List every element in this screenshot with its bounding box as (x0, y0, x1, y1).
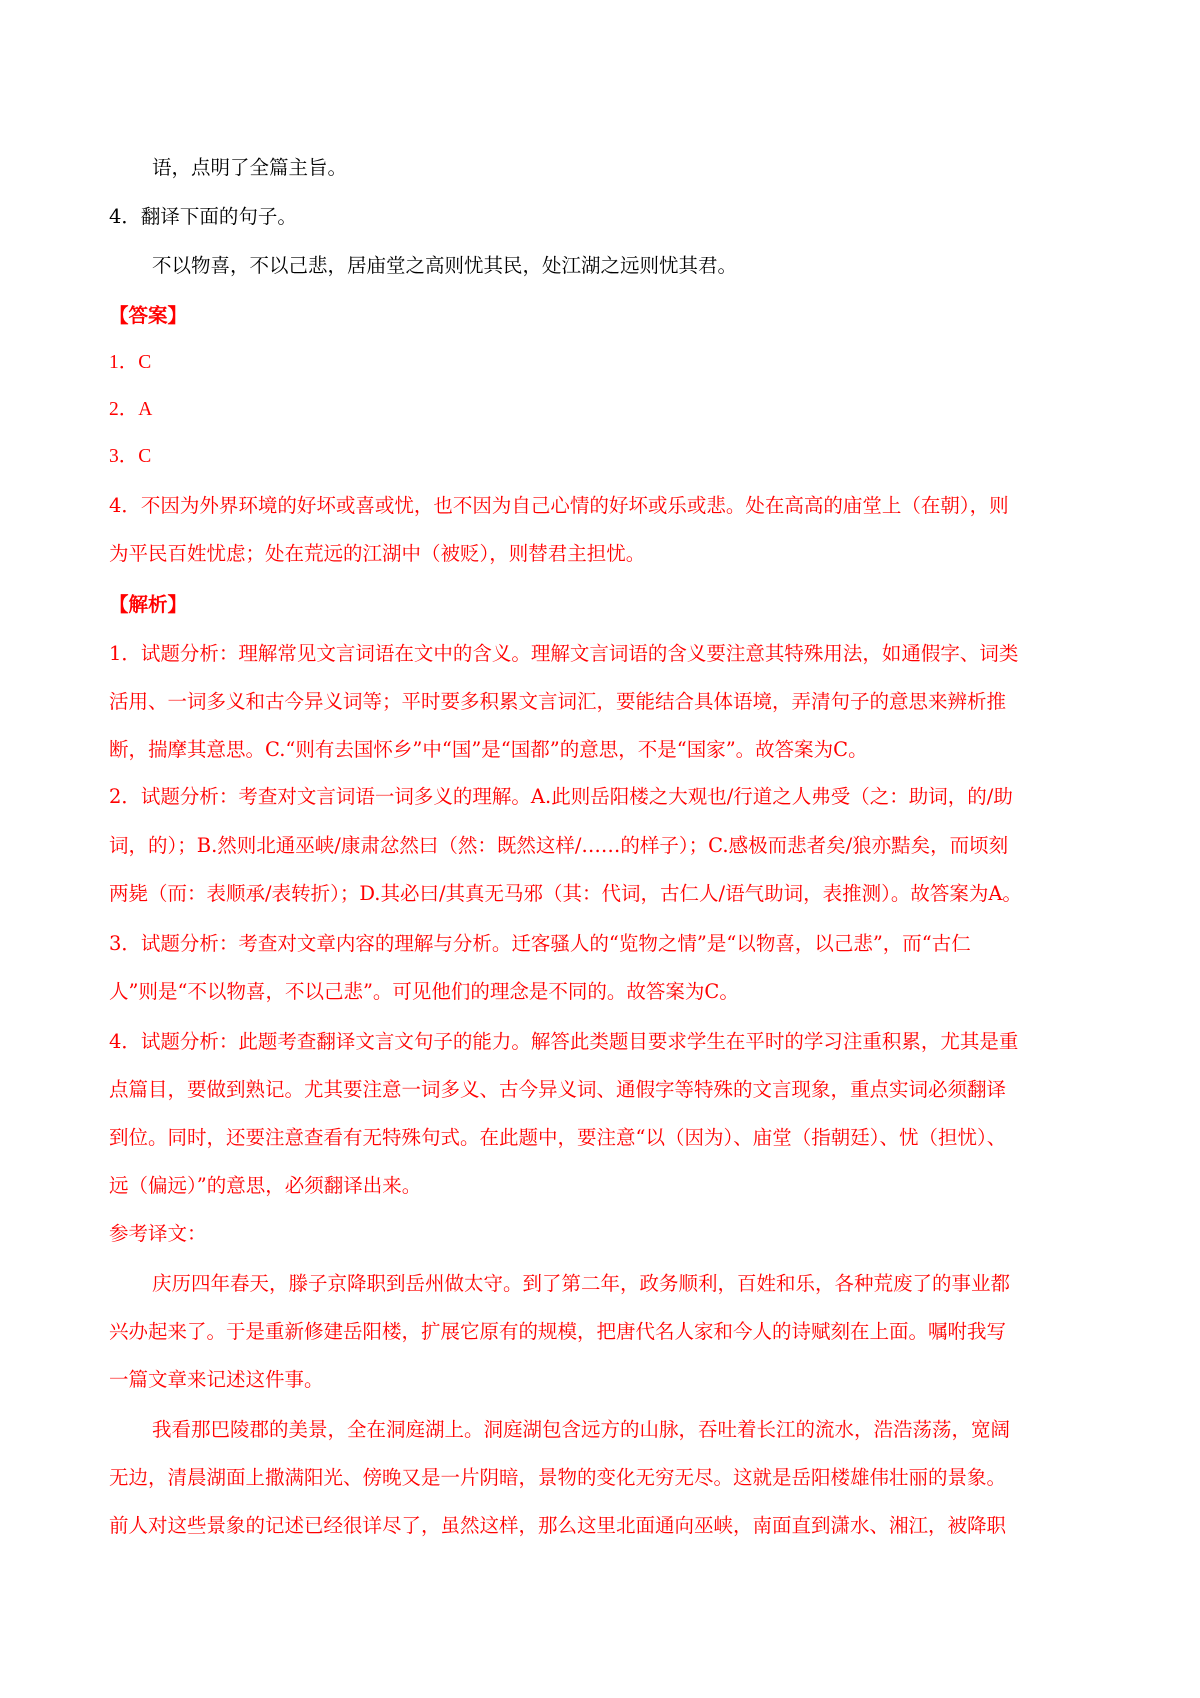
answer-heading: 【答案】 (109, 304, 188, 327)
question-4-sentence: 不以物喜，不以己悲，居庙堂之高则忧其民，处江湖之远则忧其君。 (152, 254, 738, 277)
question-continuation: 语，点明了全篇主旨。 (152, 156, 348, 179)
analysis-1-line: 活用、一词多义和古今异义词等；平时要多积累文言词汇，要能结合具体语境，弄清句子的意思来辨析推 (109, 690, 1007, 713)
translation-para-1-line: 一篇文章来记述这件事。 (109, 1368, 324, 1391)
analysis-3-line: 3．试题分析：考查对文章内容的理解与分析。迁客骚人的“览物之情”是“以物喜，以己悲”，而“古仁 (109, 932, 971, 955)
answer-3: 3．C (109, 446, 152, 467)
analysis-1-line: 断，揣摩其意思。C.“则有去国怀乡”中“国”是“国都”的意思，不是“国家”。故答案为C。 (109, 738, 868, 761)
analysis-4-line: 4．试题分析：此题考查翻译文言文句子的能力。解答此类题目要求学生在平时的学习注重积累，尤其是重 (109, 1030, 1019, 1053)
analysis-3-line: 人”则是“不以物喜，不以己悲”。可见他们的理念是不同的。故答案为C。 (109, 980, 739, 1003)
analysis-4-line: 点篇目，要做到熟记。尤其要注意一词多义、古今异义词、通假字等特殊的文言现象，重点实词必须翻译 (109, 1078, 1007, 1101)
translation-para-1-line: 庆历四年春天，滕子京降职到岳州做太守。到了第二年，政务顺利，百姓和乐，各种荒废了的事业都 (152, 1272, 1011, 1295)
analysis-1-line: 1．试题分析：理解常见文言词语在文中的含义。理解文言词语的含义要注意其特殊用法，如通假字、词类 (109, 642, 1019, 665)
analysis-2-line: 两毙（而：表顺承/表转折）；D.其必曰/其真无马邪（其：代词，古仁人/语气助词，表推测）。故答案为A。 (109, 882, 1022, 905)
answer-2: 2．A (109, 399, 153, 420)
analysis-heading: 【解析】 (109, 593, 188, 616)
translation-heading: 参考译文： (109, 1222, 207, 1245)
translation-para-2-line: 无边，清晨湖面上撒满阳光、傍晚又是一片阴暗，景物的变化无穷无尽。这就是岳阳楼雄伟壮丽的景象。 (109, 1466, 1007, 1489)
translation-para-2-line: 我看那巴陵郡的美景，全在洞庭湖上。洞庭湖包含远方的山脉，吞吐着长江的流水，浩浩荡荡，宽阔 (152, 1418, 1011, 1441)
answer-4-line: 为平民百姓忧虑；处在荒远的江湖中（被贬），则替君主担忧。 (109, 542, 646, 565)
translation-para-1-line: 兴办起来了。于是重新修建岳阳楼，扩展它原有的规模，把唐代名人家和今人的诗赋刻在上面。嘱咐我写 (109, 1320, 1007, 1343)
analysis-2-line: 词，的）；B.然则北通巫峡/康肃忿然曰（然：既然这样/……的样子）；C.感极而悲者矣/狼亦黠矣，而顷刻 (109, 834, 1009, 857)
analysis-4-line: 远（偏远）”的意思，必须翻译出来。 (109, 1174, 422, 1197)
translation-para-2-line: 前人对这些景象的记述已经很详尽了，虽然这样，那么这里北面通向巫峡，南面直到潇水、湘江，被降职 (109, 1514, 1007, 1537)
answer-1: 1．C (109, 352, 152, 373)
analysis-4-line: 到位。同时，还要注意查看有无特殊句式。在此题中，要注意“以（因为）、庙堂（指朝廷）、忧（担忧）、 (109, 1126, 1007, 1149)
question-4-title: 4．翻译下面的句子。 (109, 205, 297, 228)
answer-4-line: 4．不因为外界环境的好坏或喜或忧，也不因为自己心情的好坏或乐或悲。处在高高的庙堂上（在朝），则 (109, 494, 1009, 517)
analysis-2-line: 2．试题分析：考查对文言词语一词多义的理解。A.此则岳阳楼之大观也/行道之人弗受（之：助词，的/助 (109, 785, 1013, 808)
